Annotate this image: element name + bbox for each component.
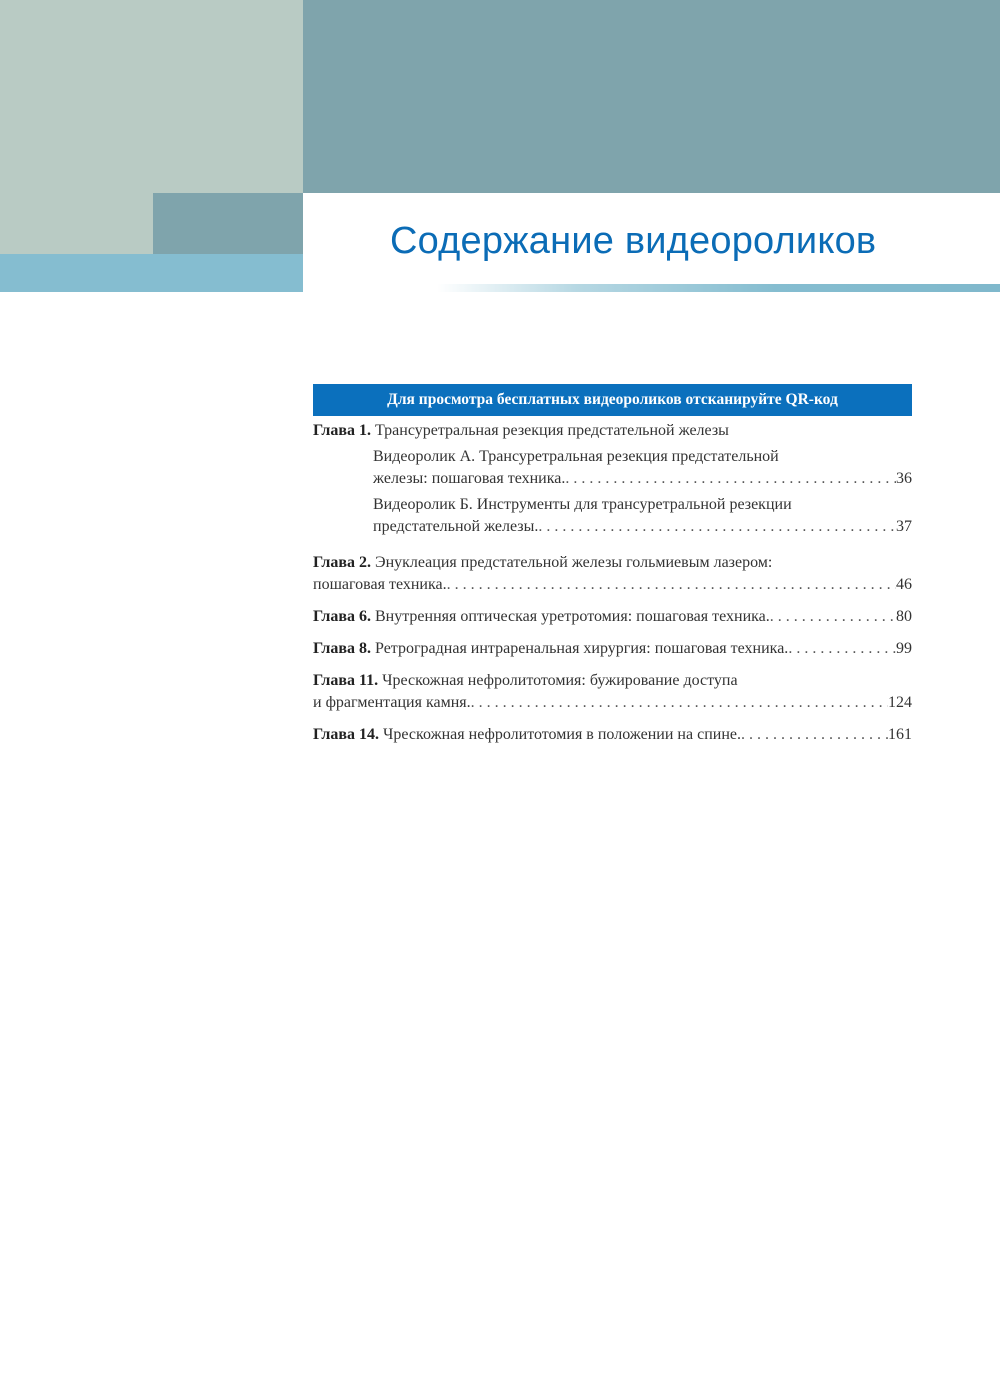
chapter-label: Глава 1.: [313, 422, 371, 439]
chapter-label: Глава 2.: [313, 554, 371, 571]
chapter-label: Глава 14.: [313, 726, 379, 743]
toc-entry-chapter-2[interactable]: [313, 552, 912, 596]
decorative-block-teal: [303, 0, 1000, 193]
leader-dots: [565, 468, 896, 490]
leader-dots: [447, 574, 896, 596]
page-number: 161: [888, 726, 912, 743]
video-title-line2: железы: пошаговая техника.: [373, 470, 566, 487]
page-number: 36: [896, 470, 912, 487]
toc-video-b[interactable]: [313, 494, 912, 538]
chapter-title: Внутренняя оптическая уретротомия: пошаговая техника.: [375, 608, 770, 625]
leader-dots: [770, 606, 896, 628]
chapter-label: Глава 11.: [313, 672, 379, 689]
video-title-line1: Видеоролик А. Трансуретральная резекция предстательной: [373, 448, 779, 465]
leader-dots: [538, 516, 896, 538]
toc-entry-chapter-11[interactable]: [313, 670, 912, 714]
toc-video-a[interactable]: [313, 446, 912, 490]
page-title: Содержание видеороликов: [390, 220, 877, 262]
decorative-block-teal-inner: [153, 193, 303, 254]
chapter-label: Глава 8.: [313, 640, 371, 657]
page-number: 99: [896, 640, 912, 657]
decorative-band-blue: [0, 254, 303, 292]
title-underline-gradient: [437, 284, 1000, 292]
chapter-title-line1: Энуклеация предстательной железы гольмиевым лазером:: [375, 554, 773, 571]
chapter-title-line1: Чрескожная нефролитотомия: бужирование доступа: [382, 672, 738, 689]
page-number: 124: [888, 694, 912, 711]
chapter-title: Трансуретральная резекция предстательной железы: [375, 422, 729, 439]
leader-dots: [788, 638, 896, 660]
toc-entry-chapter-1: [313, 420, 912, 538]
chapter-title: Ретроградная интраренальная хирургия: пошаговая техника.: [375, 640, 789, 657]
video-title-line1: Видеоролик Б. Инструменты для трансуретральной резекции: [373, 496, 792, 513]
toc-entry-chapter-6[interactable]: [313, 606, 912, 628]
chapter-title-line2: пошаговая техника.: [313, 576, 447, 593]
qr-banner-text: Для просмотра бесплатных видеороликов отсканируйте QR-код: [387, 391, 838, 408]
leader-dots: [471, 692, 888, 714]
toc-entry-chapter-14[interactable]: [313, 724, 912, 746]
chapter-label: Глава 6.: [313, 608, 371, 625]
video-contents-list: [313, 420, 912, 746]
page-number: 46: [896, 576, 912, 593]
chapter-title-line2: и фрагментация камня.: [313, 694, 471, 711]
qr-banner: [313, 384, 912, 416]
chapter-title: Чрескожная нефролитотомия в положении на спине.: [383, 726, 741, 743]
leader-dots: [741, 724, 888, 746]
video-title-line2: предстательной железы.: [373, 518, 539, 535]
toc-entry-chapter-8[interactable]: [313, 638, 912, 660]
page-number: 37: [896, 518, 912, 535]
page-number: 80: [896, 608, 912, 625]
